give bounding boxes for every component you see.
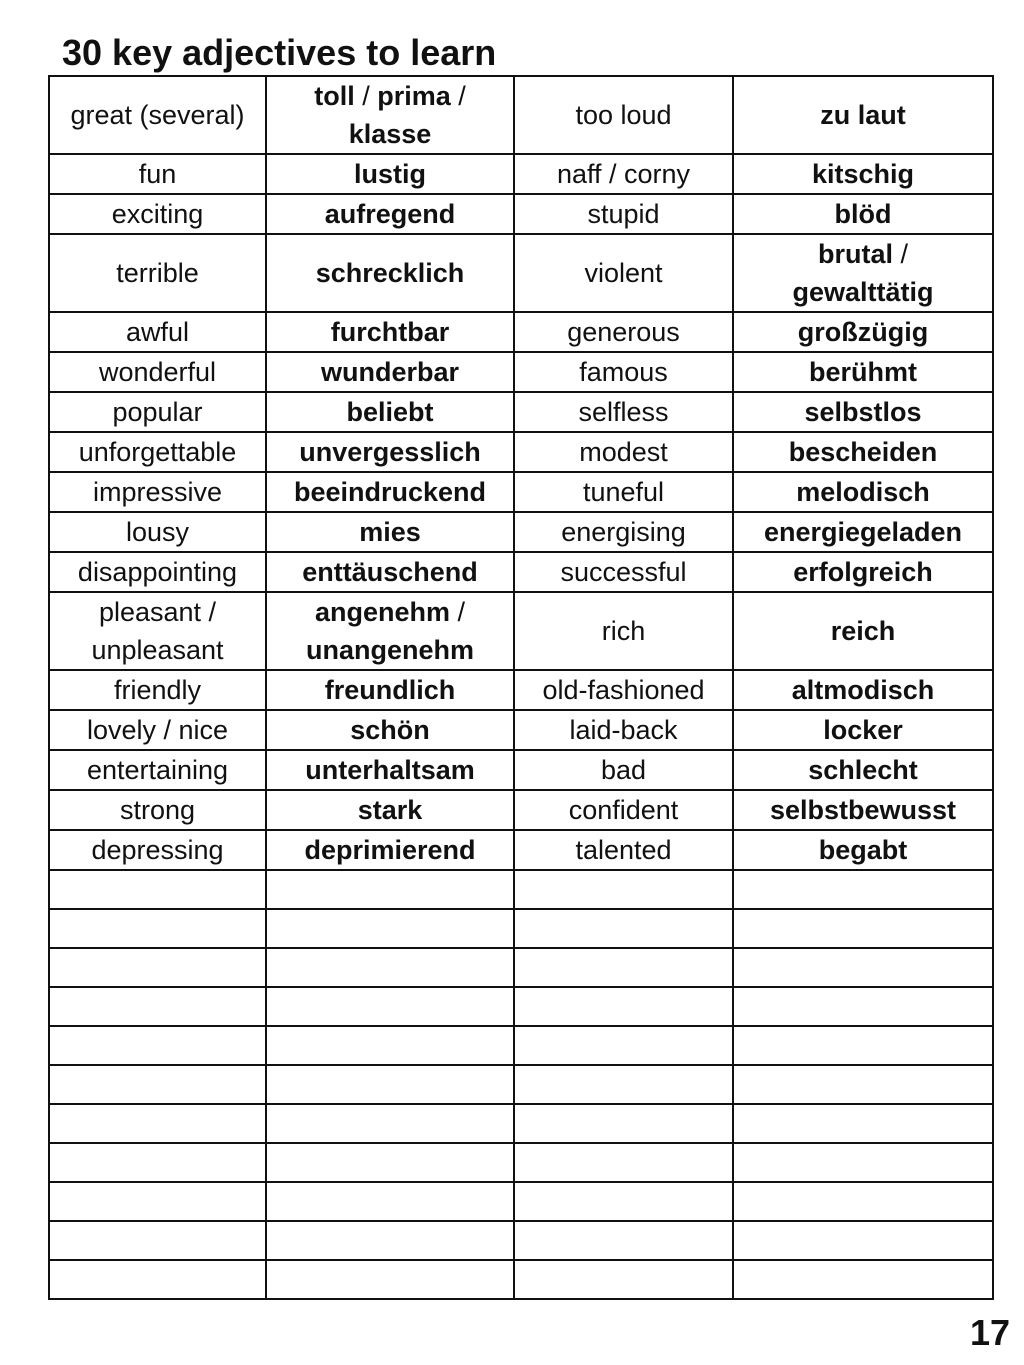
english-cell: talented [514,830,733,870]
german-cell: altmodisch [733,670,993,710]
english-cell: too loud [514,76,733,154]
german-cell: locker [733,710,993,750]
table-row [49,234,993,312]
blank-cell [49,1182,266,1221]
english-cell: energising [514,512,733,552]
blank-cell [514,1221,733,1260]
page-title: 30 key adjectives to learn [62,32,497,73]
table-row [49,512,993,552]
blank-cell [266,1104,514,1143]
german-cell: blöd [733,194,993,234]
german-cell: selbstlos [733,392,993,432]
blank-cell [514,1104,733,1143]
blank-row [49,1065,993,1104]
english-cell: unforgettable [49,432,266,472]
blank-row [49,1221,993,1260]
english-cell: wonderful [49,352,266,392]
german-cell: deprimierend [266,830,514,870]
german-cell: bescheiden [733,432,993,472]
table-row [49,154,993,194]
blank-cell [49,1260,266,1299]
german-cell: angenehm / unangenehm [266,592,514,670]
english-cell: old-fashioned [514,670,733,710]
german-cell: schrecklich [266,234,514,312]
german-cell: mies [266,512,514,552]
english-cell: friendly [49,670,266,710]
blank-cell [266,948,514,987]
table-row [49,552,993,592]
blank-row [49,1026,993,1065]
table-row [49,790,993,830]
blank-cell [49,1104,266,1143]
german-cell: toll / prima / klasse [266,76,514,154]
blank-cell [514,1182,733,1221]
english-cell: pleasant / unpleasant [49,592,266,670]
table-row [49,472,993,512]
table-row [49,830,993,870]
german-cell: erfolgreich [733,552,993,592]
blank-row [49,1143,993,1182]
english-cell: rich [514,592,733,670]
german-cell: reich [733,592,993,670]
german-cell: lustig [266,154,514,194]
table-row [49,76,993,154]
german-cell: schön [266,710,514,750]
english-cell: disappointing [49,552,266,592]
blank-cell [266,1026,514,1065]
blank-cell [733,1143,993,1182]
blank-cell [266,987,514,1026]
blank-cell [266,909,514,948]
blank-cell [733,987,993,1026]
english-cell: impressive [49,472,266,512]
german-cell: schlecht [733,750,993,790]
english-cell: modest [514,432,733,472]
english-cell: strong [49,790,266,830]
german-cell: zu laut [733,76,993,154]
page-number: 17 [969,1312,1010,1353]
german-cell: brutal / gewalttätig [733,234,993,312]
blank-row [49,1104,993,1143]
german-cell: wunderbar [266,352,514,392]
german-cell: melodisch [733,472,993,512]
german-cell: enttäuschend [266,552,514,592]
english-cell: stupid [514,194,733,234]
english-cell: famous [514,352,733,392]
english-cell: fun [49,154,266,194]
german-cell: begabt [733,830,993,870]
blank-cell [733,1260,993,1299]
blank-cell [514,1143,733,1182]
blank-cell [733,1221,993,1260]
english-cell: laid-back [514,710,733,750]
english-cell: great (several) [49,76,266,154]
table-row [49,710,993,750]
blank-cell [733,1026,993,1065]
blank-cell [733,948,993,987]
blank-row [49,987,993,1026]
english-cell: violent [514,234,733,312]
english-cell: depressing [49,830,266,870]
blank-row [49,948,993,987]
german-cell: stark [266,790,514,830]
table-row [49,194,993,234]
english-cell: terrible [49,234,266,312]
german-cell: freundlich [266,670,514,710]
blank-cell [49,1026,266,1065]
blank-cell [514,1026,733,1065]
blank-cell [514,987,733,1026]
blank-row [49,1260,993,1299]
blank-cell [266,1182,514,1221]
english-cell: popular [49,392,266,432]
english-cell: generous [514,312,733,352]
german-cell: kitschig [733,154,993,194]
german-cell: energiegeladen [733,512,993,552]
blank-cell [514,870,733,909]
blank-cell [49,987,266,1026]
blank-cell [514,1260,733,1299]
german-cell: großzügig [733,312,993,352]
blank-row [49,870,993,909]
table-row [49,670,993,710]
german-cell: selbstbewusst [733,790,993,830]
blank-cell [49,870,266,909]
blank-cell [266,1260,514,1299]
blank-cell [514,909,733,948]
english-cell: successful [514,552,733,592]
english-cell: entertaining [49,750,266,790]
blank-cell [733,870,993,909]
german-cell: furchtbar [266,312,514,352]
english-cell: bad [514,750,733,790]
blank-cell [49,1221,266,1260]
blank-cell [266,1065,514,1104]
table-row [49,352,993,392]
blank-cell [514,1065,733,1104]
blank-row [49,1182,993,1221]
german-cell: unvergesslich [266,432,514,472]
english-cell: tuneful [514,472,733,512]
english-cell: lousy [49,512,266,552]
table-row [49,392,993,432]
blank-row [49,909,993,948]
german-cell: beeindruckend [266,472,514,512]
blank-cell [49,1143,266,1182]
table-row [49,750,993,790]
blank-cell [49,948,266,987]
german-cell: beliebt [266,392,514,432]
german-cell: unterhaltsam [266,750,514,790]
blank-cell [733,1104,993,1143]
blank-cell [514,948,733,987]
blank-cell [49,1065,266,1104]
blank-cell [733,1182,993,1221]
vocabulary-table [48,75,994,1300]
blank-cell [266,1143,514,1182]
table-row [49,312,993,352]
english-cell: exciting [49,194,266,234]
english-cell: awful [49,312,266,352]
german-cell: berühmt [733,352,993,392]
english-cell: confident [514,790,733,830]
table-row [49,432,993,472]
blank-cell [733,1065,993,1104]
english-cell: lovely / nice [49,710,266,750]
blank-cell [266,870,514,909]
blank-cell [49,909,266,948]
english-cell: selfless [514,392,733,432]
german-cell: aufregend [266,194,514,234]
table-row [49,592,993,670]
blank-cell [733,909,993,948]
english-cell: naff / corny [514,154,733,194]
blank-cell [266,1221,514,1260]
